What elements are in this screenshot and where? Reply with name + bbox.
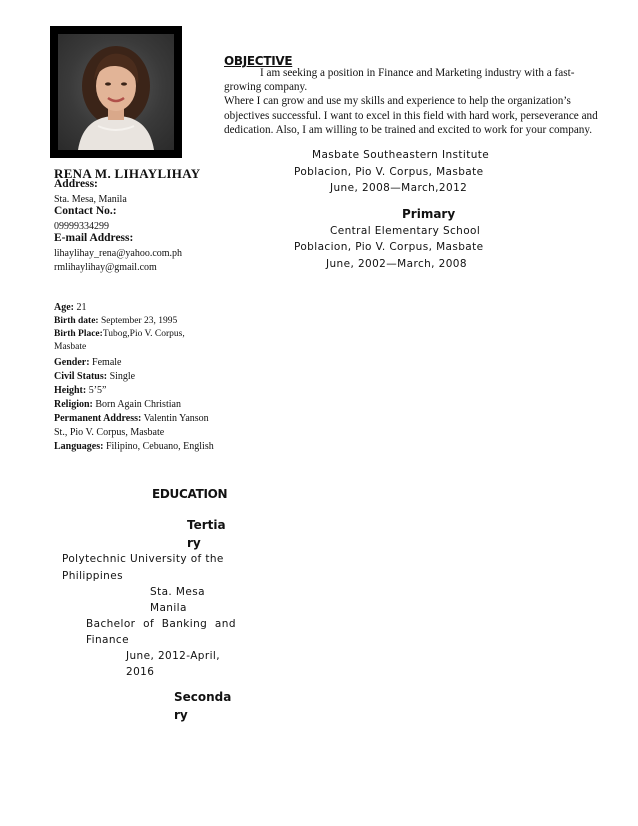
birthplace-label: Birth Place: xyxy=(54,329,103,339)
secondary-heading xyxy=(174,688,231,724)
secondary-school-address: Poblacion, Pio V. Corpus, Masbate xyxy=(294,166,484,178)
tertiary-heading xyxy=(187,516,226,552)
tertiary-school-line-1: Polytechnic University of the xyxy=(62,553,224,565)
religion-row xyxy=(54,399,181,410)
tertiary-dates-line-1: June, 2012-April, xyxy=(126,650,220,662)
birthplace-row xyxy=(54,329,185,339)
contact-label: Contact No.: xyxy=(54,205,117,217)
tertiary-degree-line-1: Bachelor of Banking and xyxy=(86,618,236,630)
profile-photo xyxy=(58,34,174,150)
height-label: Height: xyxy=(54,385,87,396)
birthdate-label: Birth date: xyxy=(54,316,99,326)
full-name: RENA M. LIHAYLIHAY xyxy=(54,166,201,181)
gender-value: Female xyxy=(92,357,122,368)
civil-status-row xyxy=(54,371,135,382)
secondary-heading-line-1: Seconda xyxy=(174,690,232,704)
tertiary-school-line-2: Philippines xyxy=(62,570,123,582)
civil-status-label: Civil Status: xyxy=(54,371,108,382)
birthplace-value-2: Masbate xyxy=(54,342,87,352)
objective-text xyxy=(224,66,610,137)
education-heading: EDUCATION xyxy=(152,487,228,501)
tertiary-heading-line-1: Tertia xyxy=(187,518,226,532)
objective-line-3: Where I can grow and use my skills and experience to help the organization’s xyxy=(224,95,571,108)
email-label: E-mail Address: xyxy=(54,232,134,244)
civil-status-value: Single xyxy=(109,371,136,382)
objective-heading: OBJECTIVE xyxy=(224,54,293,68)
objective-line-5: dedication. Also, I am willing to be trained and excited to work for your company. xyxy=(224,123,593,136)
permanent-address-value-1: Valentin Yanson xyxy=(143,413,209,424)
objective-line-4: objectives successful. I want to excel in this field with hard work, perseverance and xyxy=(224,109,598,122)
contact-value: 09999334299 xyxy=(54,221,109,232)
objective-line-2: growing company. xyxy=(224,81,308,94)
age-label: Age: xyxy=(54,302,74,313)
primary-school-name: Central Elementary School xyxy=(330,225,481,237)
email-value-2: rmlihaylihay@gmail.com xyxy=(54,262,157,273)
primary-school-dates: June, 2002—March, 2008 xyxy=(326,258,467,270)
address-value: Sta. Mesa, Manila xyxy=(54,194,127,205)
birthdate-row xyxy=(54,316,177,326)
tertiary-location-line-2: Manila xyxy=(150,602,187,614)
tertiary-location-line-1: Sta. Mesa xyxy=(150,586,205,598)
tertiary-heading-line-2: ry xyxy=(187,536,201,550)
secondary-school-name: Masbate Southeastern Institute xyxy=(312,149,490,161)
secondary-heading-line-2: ry xyxy=(174,708,188,722)
permanent-address-value-2: St., Pio V. Corpus, Masbate xyxy=(54,427,165,438)
age-row xyxy=(54,302,87,313)
permanent-address-row xyxy=(54,413,209,424)
permanent-address-label: Permanent Address: xyxy=(54,413,142,424)
birthplace-value-1: Tubog,Pio V. Corpus, xyxy=(102,329,185,339)
religion-label: Religion: xyxy=(54,399,93,410)
languages-value: Filipino, Cebuano, English xyxy=(105,441,214,452)
gender-row xyxy=(54,357,121,368)
email-value-1: lihaylihay_rena@yahoo.com.ph xyxy=(54,248,183,259)
portrait-image xyxy=(58,34,174,150)
languages-label: Languages: xyxy=(54,441,104,452)
religion-value: Born Again Christian xyxy=(95,399,181,410)
tertiary-degree-line-2: Finance xyxy=(86,634,129,646)
height-value: 5’5” xyxy=(88,385,107,396)
primary-heading: Primary xyxy=(402,207,456,221)
age-value: 21 xyxy=(76,302,87,313)
address-label: Address: xyxy=(54,178,98,190)
primary-school-address: Poblacion, Pio V. Corpus, Masbate xyxy=(294,241,484,253)
secondary-school-dates: June, 2008—March,2012 xyxy=(330,182,468,194)
languages-row xyxy=(54,441,214,452)
birthdate-value: September 23, 1995 xyxy=(100,316,178,326)
objective-line-1: I am seeking a position in Finance and Marketing industry with a fast- xyxy=(260,67,575,79)
gender-label: Gender: xyxy=(54,357,90,368)
tertiary-dates-line-2: 2016 xyxy=(126,666,155,678)
height-row xyxy=(54,385,107,396)
profile-photo-frame xyxy=(50,26,182,158)
